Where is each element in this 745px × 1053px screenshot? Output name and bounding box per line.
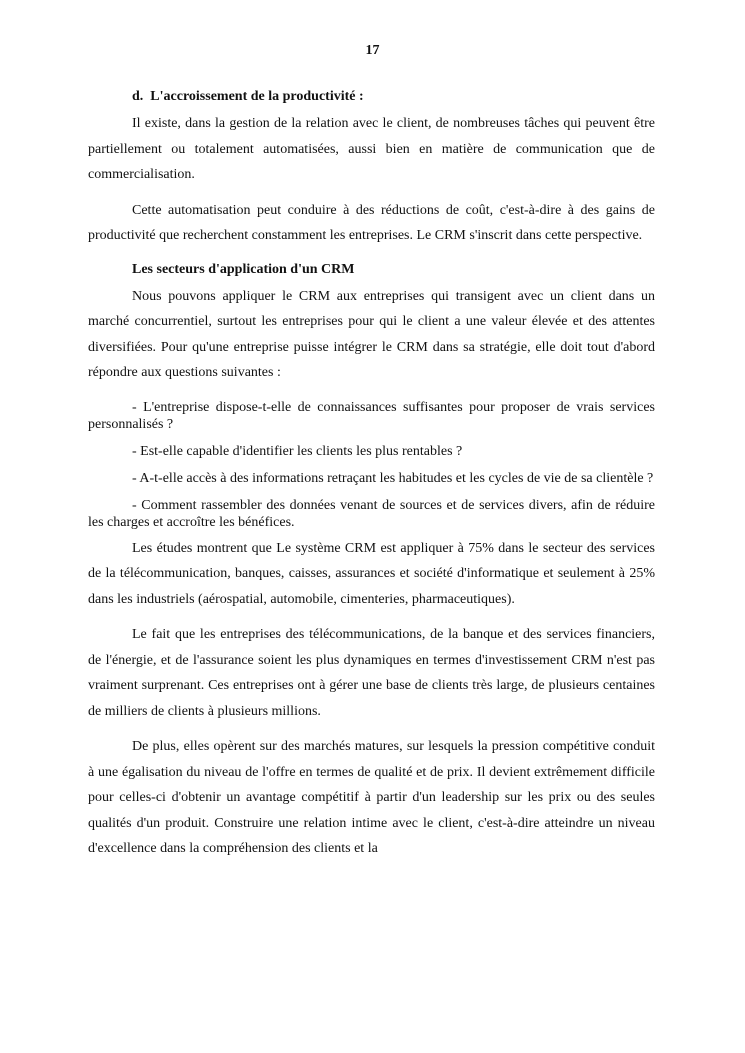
section-d-marker: d. bbox=[132, 89, 144, 104]
page-number: 17 bbox=[365, 43, 380, 58]
question-item: - L'entreprise dispose-t-elle de connaissances suffisantes pour proposer de vrais services personnalisés ? bbox=[88, 399, 655, 432]
sectors-heading: Les secteurs d'application d'un CRM bbox=[132, 261, 355, 277]
question-item: - Est-elle capable d'identifier les clients les plus rentables ? bbox=[132, 443, 463, 459]
paragraph-sectors-intro: Nous pouvons appliquer le CRM aux entreprises qui transigent avec un client dans un marché concurrentiel, surtout les entreprises pour qui le client a une valeur élevée et des attentes diversifiées. Pour qu'une entreprise puisse intégrer le CRM dans sa stratégie, elle doit tout d'abord répondre aux questions suivantes : bbox=[88, 288, 655, 380]
question-item: - Comment rassembler des données venant de sources et de services divers, afin de réduire les charges et accroître les bénéfices. bbox=[88, 497, 655, 530]
paragraph-cost-reduction: Cette automatisation peut conduire à des réductions de coût, c'est-à-dire à des gains de productivité que recherchent constamment les entreprises. Le CRM s'inscrit dans cette perspective. bbox=[88, 202, 655, 243]
section-d-heading bbox=[88, 86, 655, 108]
paragraph-dynamic-sectors: Le fait que les entreprises des télécommunications, de la banque et des services financiers, de l'énergie, et de l'assurance soient les plus dynamiques en termes d'investissement CRM n'est pas vraiment surprenant. Ces entreprises ont à gérer une base de clients très large, de plusieurs centaines de milliers de clients à plusieurs millions. bbox=[88, 627, 655, 719]
document-body bbox=[88, 86, 655, 862]
paragraph-automation-tasks: Il existe, dans la gestion de la relation avec le client, de nombreuses tâches qui peuvent être partiellement ou totalement automatisées, aussi bien en matière de communication que de commercialisation. bbox=[88, 116, 655, 182]
paragraph-studies: Les études montrent que Le système CRM est appliquer à 75% dans le secteur des services de la télécommunication, banques, caisses, assurances et société d'informatique et seulement à 25% dans les industriels (aérospatial, automobile, cimenteries, pharmaceutiques). bbox=[88, 540, 655, 607]
question-item: - A-t-elle accès à des informations retraçant les habitudes et les cycles de vie de sa clientèle ? bbox=[132, 470, 654, 486]
section-d-title: L'accroissement de la productivité : bbox=[150, 89, 364, 104]
paragraph-mature-markets: De plus, elles opèrent sur des marchés matures, sur lesquels la pression compétitive conduit à une égalisation du niveau de l'offre en termes de qualité et de prix. Il devient extrêmement difficile pour celles-ci d'obtenir un avantage compétitif à partir d'un leadership sur les prix ou des seules qualités d'un produit. Construire une relation intime avec le client, c'est-à-dire atteindre un niveau d'excellence dans la compréhension des clients et la bbox=[88, 739, 655, 856]
